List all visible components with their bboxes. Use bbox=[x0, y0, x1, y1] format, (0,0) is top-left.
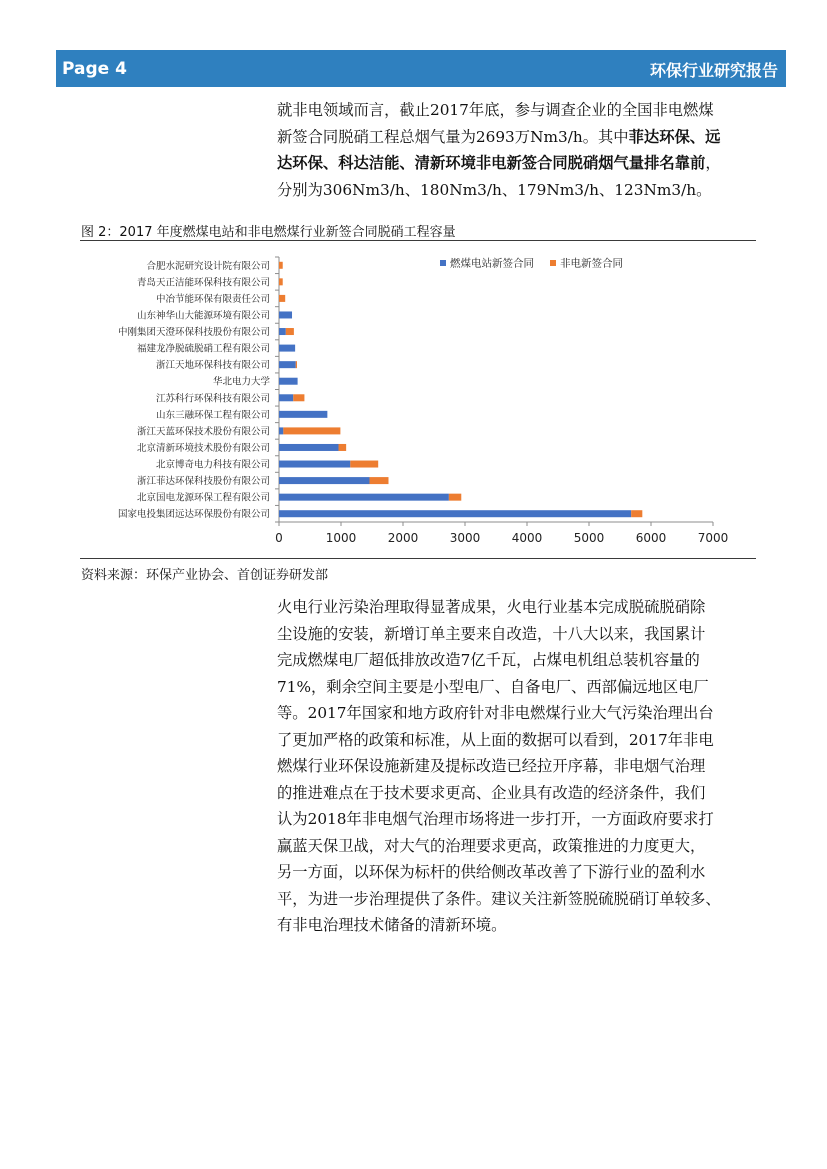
body-line: 尘设施的安装，新增订单主要来自改造，十八大以来，我国累计 bbox=[277, 624, 706, 643]
x-tick-label: 1000 bbox=[325, 531, 357, 545]
bar-segment-power-plant bbox=[279, 444, 339, 451]
bar-segment-non-power bbox=[286, 328, 294, 335]
bar-chart bbox=[80, 245, 756, 557]
bar-segment-non-power bbox=[283, 427, 340, 434]
intro-paragraph bbox=[277, 97, 757, 203]
bar-segment-non-power bbox=[350, 461, 378, 468]
body-line: 了更加严格的政策和标准，从上面的数据可以看到，2017年非电 bbox=[277, 730, 714, 749]
body-line: 等。2017年国家和地方政府针对非电燃煤行业大气污染治理出台 bbox=[277, 704, 714, 722]
body-line: 完成燃煤电厂超低排放改造7亿千瓦，占煤电机组总装机容量的 bbox=[277, 651, 700, 669]
intro-text: 就非电领域而言，截止2017年底，参与调查企业的全国非电燃煤 bbox=[277, 101, 714, 119]
y-category-label: 中刚集团天澄环保科技股份有限公司 bbox=[117, 327, 270, 339]
bar-segment-power-plant bbox=[279, 311, 292, 318]
bar-segment-power-plant bbox=[279, 510, 631, 517]
y-category-label: 福建龙净脱硫脱硝工程有限公司 bbox=[136, 343, 270, 355]
y-category-label: 国家电投集团远达环保股份有限公司 bbox=[117, 509, 270, 521]
y-category-label: 北京清新环境技术股份有限公司 bbox=[136, 442, 270, 454]
body-line: 火电行业污染治理取得显著成果，火电行业基本完成脱硫脱硝除 bbox=[277, 598, 706, 616]
figure-title: 图 2：2017 年度燃煤电站和非电燃煤行业新签合同脱硝工程容量 bbox=[81, 225, 456, 240]
intro-text: 分别为306Nm3/h、180Nm3/h、179Nm3/h、123Nm3/h。 bbox=[277, 180, 712, 199]
bar-segment-non-power bbox=[296, 361, 297, 368]
bar-segment-power-plant bbox=[279, 378, 298, 385]
x-tick-label: 7000 bbox=[697, 531, 729, 545]
x-tick-label: 5000 bbox=[573, 531, 605, 545]
intro-line bbox=[277, 124, 757, 151]
intro-text: 新签合同脱硝工程总烟气量为2693万Nm3/h。其中 bbox=[277, 127, 629, 146]
bar-segment-power-plant bbox=[279, 477, 370, 484]
legend-label: 非电新签合同 bbox=[560, 257, 623, 270]
body-paragraph bbox=[277, 594, 757, 939]
y-category-label: 青岛天正洁能环保科技有限公司 bbox=[136, 277, 270, 289]
y-category-label: 华北电力大学 bbox=[212, 376, 270, 388]
legend-swatch bbox=[440, 260, 446, 266]
figure-top-rule bbox=[80, 240, 756, 241]
bar-segment-power-plant bbox=[279, 345, 295, 352]
body-line: 赢蓝天保卫战，对大气的治理要求更高，政策推进的力度更大， bbox=[277, 836, 706, 855]
intro-highlight: 达环保、科达洁能、清新环境非电新签合同脱硝烟气量排名靠前 bbox=[277, 154, 706, 172]
bar-segment-power-plant bbox=[279, 411, 327, 418]
intro-text: ， bbox=[705, 154, 721, 172]
bar-segment-power-plant bbox=[279, 328, 286, 335]
intro-highlight: 菲达环保、远 bbox=[628, 127, 721, 146]
bar-segment-power-plant bbox=[279, 361, 296, 368]
body-line: 认为2018年非电烟气治理市场将进一步打开，一方面政府要求打 bbox=[277, 810, 714, 828]
bar-segment-power-plant bbox=[279, 461, 350, 468]
legend-swatch bbox=[550, 260, 556, 266]
y-category-label: 北京国电龙源环保工程有限公司 bbox=[136, 492, 270, 504]
figure-source: 资料来源：环保产业协会、首创证券研发部 bbox=[81, 568, 329, 583]
y-category-label: 江苏科行环保科技有限公司 bbox=[155, 393, 270, 405]
body-line: 燃煤行业环保设施新建及提标改造已经拉开序幕，非电烟气治理 bbox=[277, 757, 706, 775]
y-category-label: 山东三融环保工程有限公司 bbox=[155, 409, 270, 421]
y-category-label: 北京博奇电力科技有限公司 bbox=[155, 459, 270, 471]
bar-segment-non-power bbox=[293, 394, 304, 401]
bar-segment-non-power bbox=[279, 262, 283, 269]
x-tick-label: 0 bbox=[275, 531, 283, 545]
x-tick-label: 2000 bbox=[387, 531, 419, 545]
intro-line bbox=[277, 97, 757, 124]
bar-segment-non-power bbox=[279, 278, 283, 285]
x-tick-label: 6000 bbox=[635, 531, 667, 545]
intro-line bbox=[277, 150, 757, 177]
y-category-label: 浙江天蓝环保技术股份有限公司 bbox=[136, 426, 270, 438]
bar-segment-non-power bbox=[279, 295, 285, 302]
y-category-label: 山东神华山大能源环境有限公司 bbox=[136, 310, 270, 322]
bar-segment-power-plant bbox=[279, 427, 283, 434]
bar-segment-non-power bbox=[631, 510, 642, 517]
body-line: 有非电治理技术储备的清新环境。 bbox=[277, 916, 507, 934]
body-line: 另一方面，以环保为标杆的供给侧改革改善了下游行业的盈利水 bbox=[277, 863, 706, 881]
header-bar bbox=[56, 50, 786, 87]
y-category-label: 合肥水泥研究设计院有限公司 bbox=[146, 260, 270, 272]
legend-label: 燃煤电站新签合同 bbox=[450, 257, 534, 270]
intro-line bbox=[277, 177, 757, 204]
y-category-label: 浙江菲达环保科技股份有限公司 bbox=[136, 476, 270, 488]
bar-segment-power-plant bbox=[279, 494, 449, 501]
figure-bottom-rule bbox=[80, 558, 756, 559]
body-line: 71%，剩余空间主要是小型电厂、自备电厂、西部偏远地区电厂 bbox=[277, 677, 709, 696]
page-number: Page 4 bbox=[62, 59, 127, 79]
report-title: 环保行业研究报告 bbox=[649, 61, 778, 80]
bar-segment-non-power bbox=[370, 477, 389, 484]
x-tick-label: 3000 bbox=[449, 531, 481, 545]
bar-segment-power-plant bbox=[279, 394, 293, 401]
bar-segment-non-power bbox=[339, 444, 347, 451]
bar-segment-non-power bbox=[449, 494, 461, 501]
x-tick-label: 4000 bbox=[511, 531, 543, 545]
y-category-label: 浙江天地环保科技有限公司 bbox=[155, 360, 270, 372]
body-line: 的推进难点在于技术要求更高、企业具有改造的经济条件，我们 bbox=[277, 783, 706, 802]
y-category-label: 中冶节能环保有限责任公司 bbox=[155, 293, 270, 305]
body-line: 平，为进一步治理提供了条件。建议关注新签脱硫脱硝订单较多、 bbox=[277, 889, 721, 908]
